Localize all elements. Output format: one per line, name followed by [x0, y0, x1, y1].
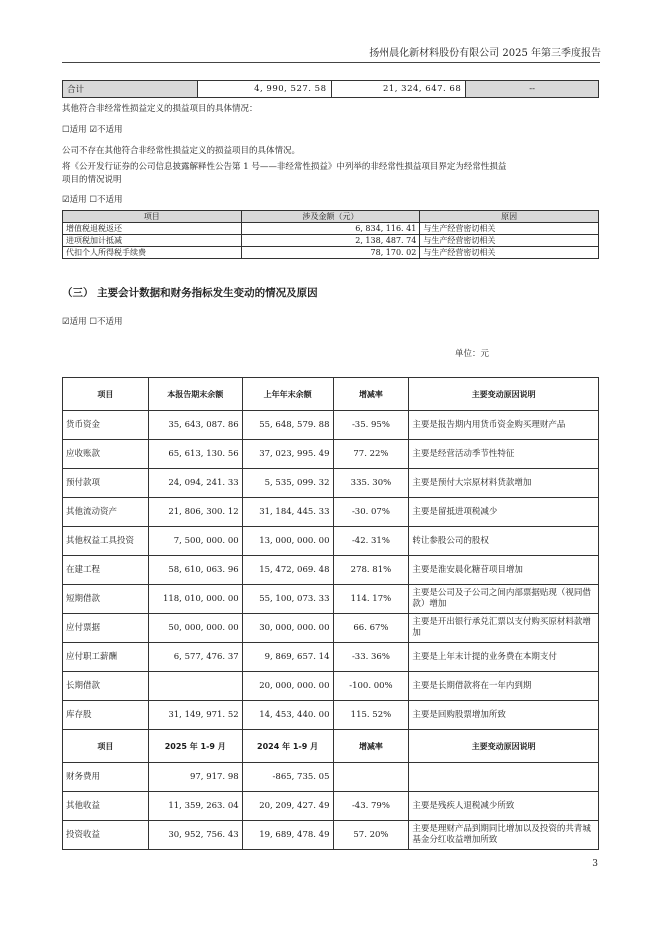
section3-checkboxes — [62, 316, 600, 329]
row-current: 21, 806, 300. 12 — [148, 498, 242, 527]
row-prior: 20, 000, 000. 00 — [242, 672, 333, 701]
row-prior: -865, 735. 05 — [242, 763, 333, 792]
row-item: 短期借款 — [63, 585, 149, 614]
section3-not-applicable-checkbox: ☐不适用 — [89, 317, 123, 327]
balance-header-rate: 增减率 — [333, 378, 409, 411]
income-header-row — [63, 730, 599, 763]
recurring-reason: 与生产经营密切相关 — [420, 247, 599, 259]
recurring-intro — [62, 161, 600, 187]
row-reason: 主要是经营活动季节性特征 — [409, 440, 599, 469]
row-prior: 5, 535, 099. 32 — [242, 469, 333, 498]
table-row — [63, 247, 599, 259]
row-rate: 114. 17% — [333, 585, 409, 614]
row-current: 65, 613, 130. 56 — [148, 440, 242, 469]
row-item: 其他流动资产 — [63, 498, 149, 527]
page-number: 3 — [592, 859, 598, 869]
recurring-item: 增值税退税返还 — [63, 223, 242, 235]
total-ytd: 21, 324, 647. 68 — [331, 81, 466, 98]
row-current: 30, 952, 756. 43 — [148, 821, 242, 850]
recurring-reason: 与生产经营密切相关 — [420, 223, 599, 235]
row-reason: 主要是残疾人退税减少所致 — [409, 792, 599, 821]
row-reason — [409, 763, 599, 792]
income-header-rate: 增减率 — [333, 730, 409, 763]
recurring-amount: 78, 170. 02 — [241, 247, 420, 259]
income-header-item: 项目 — [63, 730, 149, 763]
recurring-amount: 6, 834, 116. 41 — [241, 223, 420, 235]
row-prior: 30, 000, 000. 00 — [242, 614, 333, 643]
recurring-not-applicable-checkbox: ☐不适用 — [89, 195, 123, 205]
row-current: 24, 094, 241. 33 — [148, 469, 242, 498]
row-rate: -43. 79% — [333, 792, 409, 821]
row-current: 6, 577, 476. 37 — [148, 643, 242, 672]
row-rate: -35. 95% — [333, 411, 409, 440]
table-row — [63, 643, 599, 672]
unit-label: 单位：元 — [455, 349, 490, 359]
row-rate: 278. 81% — [333, 556, 409, 585]
row-item: 长期借款 — [63, 672, 149, 701]
table-row — [63, 440, 599, 469]
row-item: 应收账款 — [63, 440, 149, 469]
recurring-intro-line2: 项目的情况说明 — [62, 175, 122, 185]
row-prior: 55, 100, 073. 33 — [242, 585, 333, 614]
row-rate: -42. 31% — [333, 527, 409, 556]
section-title: （三） 主要会计数据和财务指标发生变动的情况及原因 — [62, 287, 318, 299]
row-reason: 主要是留抵进项税减少 — [409, 498, 599, 527]
row-current: 11, 359, 263. 04 — [148, 792, 242, 821]
row-item: 投资收益 — [63, 821, 149, 850]
table-row — [63, 556, 599, 585]
total-current: 4, 990, 527. 58 — [197, 81, 331, 98]
row-reason: 主要是公司及子公司之间内部票据贴现（视同借款）增加 — [409, 585, 599, 614]
row-reason: 转让参股公司的股权 — [409, 527, 599, 556]
row-rate: 66. 67% — [333, 614, 409, 643]
row-reason: 主要是长期借款将在一年内到期 — [409, 672, 599, 701]
total-note: -- — [466, 81, 599, 98]
row-item: 在建工程 — [63, 556, 149, 585]
row-reason: 主要是理财产品到期同比增加以及投资的共青城基金分红收益增加所致 — [409, 821, 599, 850]
row-reason: 主要是回购股票增加所致 — [409, 701, 599, 730]
row-rate: 57. 20% — [333, 821, 409, 850]
section3-applicable-checkbox: ☑适用 — [62, 317, 87, 327]
other-items-statement: 公司不存在其他符合非经常性损益定义的损益项目的具体情况。 — [62, 146, 301, 156]
table-row — [63, 792, 599, 821]
row-reason: 主要是淮安晨化糖苷项目增加 — [409, 556, 599, 585]
row-item: 财务费用 — [63, 763, 149, 792]
row-rate: -33. 36% — [333, 643, 409, 672]
income-header-prior: 2024 年 1-9 月 — [242, 730, 333, 763]
balance-header-current: 本报告期末余额 — [148, 378, 242, 411]
table-row — [63, 614, 599, 643]
table-row — [63, 701, 599, 730]
row-current: 7, 500, 000. 00 — [148, 527, 242, 556]
other-items-intro: 其他符合非经常性损益定义的损益项目的具体情况： — [62, 104, 258, 114]
row-prior: 31, 184, 445. 33 — [242, 498, 333, 527]
row-prior: 14, 453, 440. 00 — [242, 701, 333, 730]
other-not-applicable-checkbox: ☑不适用 — [89, 125, 123, 135]
recurring-applicable-checkbox: ☑适用 — [62, 195, 87, 205]
row-item: 应付票据 — [63, 614, 149, 643]
row-prior: 9, 869, 657. 14 — [242, 643, 333, 672]
row-item: 库存股 — [63, 701, 149, 730]
row-current: 118, 010, 000. 00 — [148, 585, 242, 614]
other-items-checkboxes — [62, 124, 600, 137]
row-current: 50, 000, 000. 00 — [148, 614, 242, 643]
recurring-item: 代扣个人所得税手续费 — [63, 247, 242, 259]
recurring-table — [62, 210, 599, 259]
row-prior: 19, 689, 478. 49 — [242, 821, 333, 850]
row-item: 货币资金 — [63, 411, 149, 440]
total-table — [62, 80, 599, 98]
financial-changes-table — [62, 377, 599, 850]
row-prior: 37, 023, 995. 49 — [242, 440, 333, 469]
balance-header-row — [63, 378, 599, 411]
income-rows — [63, 763, 599, 850]
balance-rows — [63, 411, 599, 730]
income-header-reason: 主要变动原因说明 — [409, 730, 599, 763]
row-current: 31, 149, 971. 52 — [148, 701, 242, 730]
row-prior: 13, 000, 000. 00 — [242, 527, 333, 556]
row-item: 其他收益 — [63, 792, 149, 821]
row-rate: 335. 30% — [333, 469, 409, 498]
balance-header-prior: 上年年末余额 — [242, 378, 333, 411]
row-rate: -100. 00% — [333, 672, 409, 701]
table-row — [63, 223, 599, 235]
table-row — [63, 585, 599, 614]
table-row — [63, 469, 599, 498]
page-header: 扬州晨化新材料股份有限公司 2025 年第三季度报告 — [369, 48, 601, 59]
row-reason: 主要是开出银行承兑汇票以支付购买原材料款增加 — [409, 614, 599, 643]
row-current: 97, 917. 98 — [148, 763, 242, 792]
row-item: 预付款项 — [63, 469, 149, 498]
row-rate: -30. 07% — [333, 498, 409, 527]
balance-header-item: 项目 — [63, 378, 149, 411]
row-item: 其他权益工具投资 — [63, 527, 149, 556]
table-row — [63, 235, 599, 247]
row-rate — [333, 763, 409, 792]
recurring-checkboxes — [62, 194, 600, 207]
row-rate: 77. 22% — [333, 440, 409, 469]
recurring-item: 进项税加计抵减 — [63, 235, 242, 247]
recurring-header-item: 项目 — [63, 211, 242, 223]
header-divider — [62, 62, 600, 63]
row-current: 58, 610, 063. 96 — [148, 556, 242, 585]
table-row — [63, 411, 599, 440]
row-prior: 15, 472, 069. 48 — [242, 556, 333, 585]
balance-header-reason: 主要变动原因说明 — [409, 378, 599, 411]
recurring-intro-line1: 将《公开发行证券的公司信息披露解释性公告第 1 号——非经常性损益》中列举的非经常性损益项目界定为经常性损益 — [62, 162, 507, 172]
row-reason: 主要是报告期内用货币资金购买理财产品 — [409, 411, 599, 440]
row-current: 35, 643, 087. 86 — [148, 411, 242, 440]
row-current — [148, 672, 242, 701]
other-applicable-checkbox: ☐适用 — [62, 125, 87, 135]
row-reason: 主要是上年末计提的业务费在本期支付 — [409, 643, 599, 672]
recurring-header-reason: 原因 — [420, 211, 599, 223]
table-row — [63, 672, 599, 701]
total-label: 合计 — [63, 81, 198, 98]
total-row — [63, 81, 599, 98]
table-row — [63, 498, 599, 527]
income-header-current: 2025 年 1-9 月 — [148, 730, 242, 763]
row-prior: 55, 648, 579. 88 — [242, 411, 333, 440]
row-rate: 115. 52% — [333, 701, 409, 730]
row-prior: 20, 209, 427. 49 — [242, 792, 333, 821]
recurring-amount: 2, 138, 487. 74 — [241, 235, 420, 247]
table-row — [63, 527, 599, 556]
row-reason: 主要是预付大宗原材料货款增加 — [409, 469, 599, 498]
recurring-header-row — [63, 211, 599, 223]
recurring-reason: 与生产经营密切相关 — [420, 235, 599, 247]
row-item: 应付职工薪酬 — [63, 643, 149, 672]
table-row — [63, 821, 599, 850]
table-row — [63, 763, 599, 792]
recurring-header-amount: 涉及金额（元） — [241, 211, 420, 223]
